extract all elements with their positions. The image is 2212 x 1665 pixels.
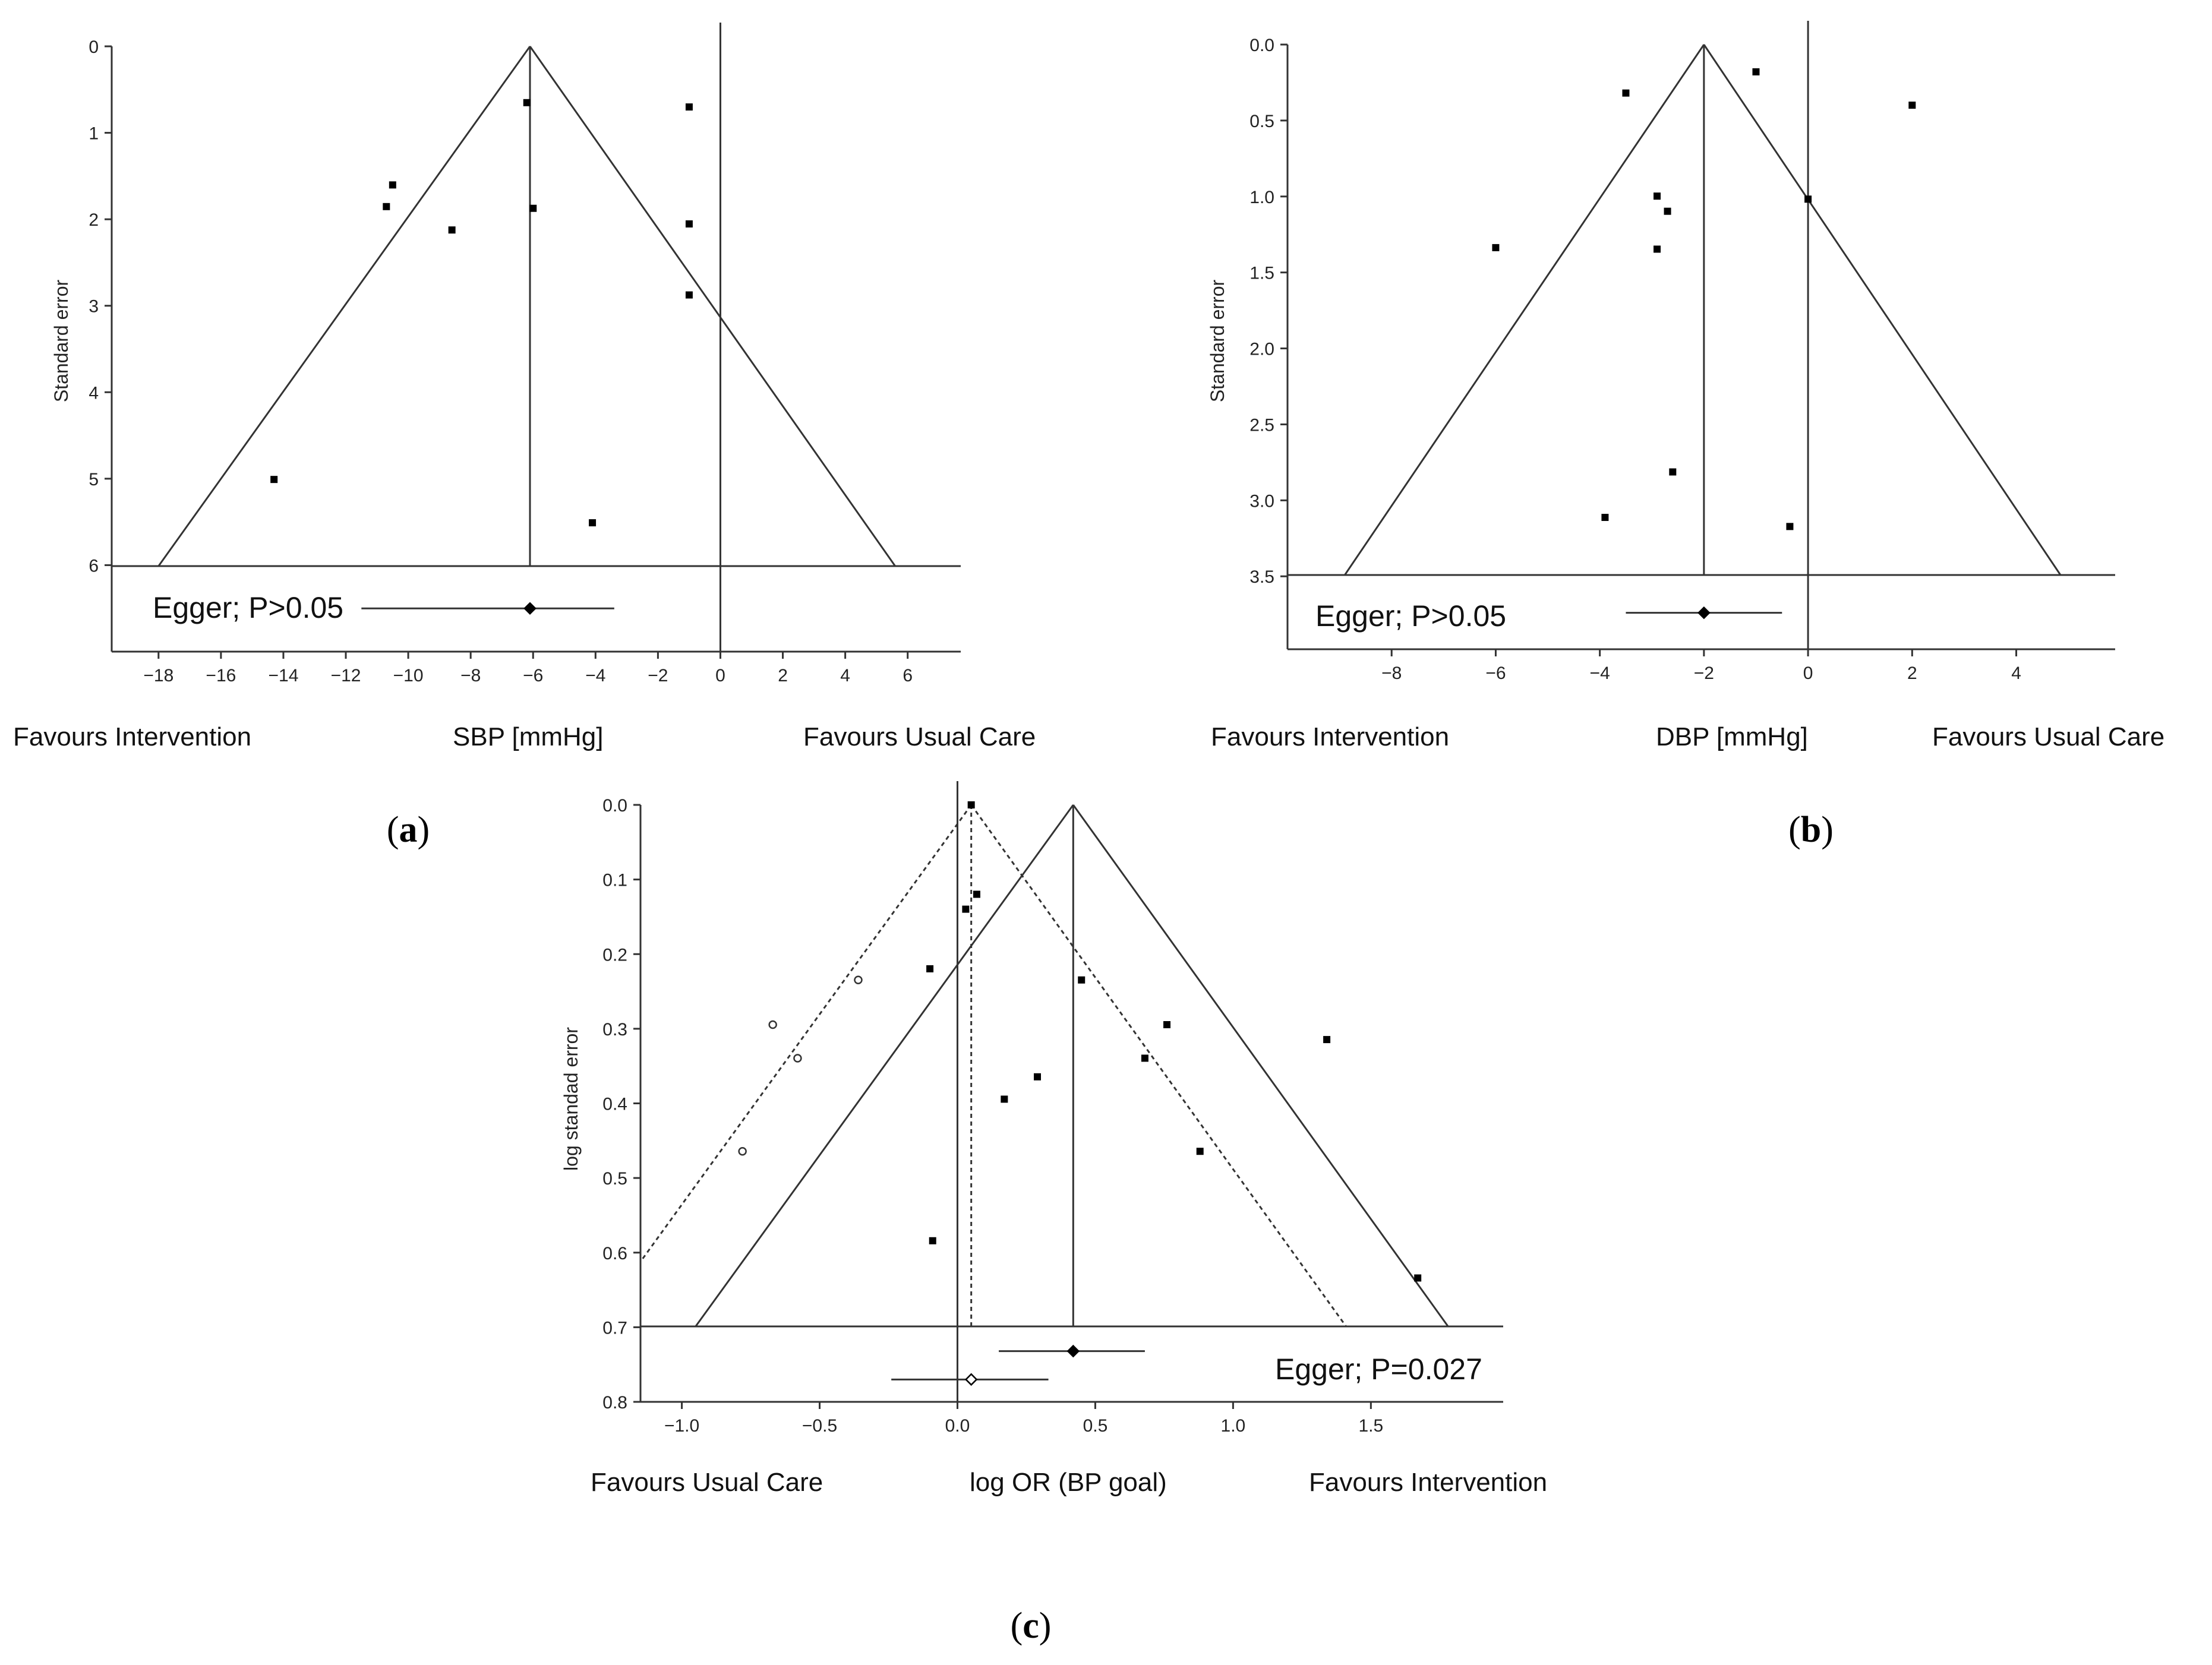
study-point bbox=[1654, 245, 1661, 252]
study-point bbox=[589, 519, 596, 526]
study-point bbox=[1908, 102, 1916, 109]
x-tick-label: 4 bbox=[840, 666, 850, 685]
y-tick-label: 0.4 bbox=[602, 1094, 627, 1114]
study-point bbox=[1163, 1021, 1170, 1028]
x-tick-label: −2 bbox=[648, 666, 668, 685]
study-point bbox=[529, 205, 537, 212]
study-point bbox=[389, 181, 396, 188]
x-axis-title: DBP [mmHg] bbox=[1656, 722, 1808, 751]
x-tick-label: −2 bbox=[1693, 664, 1714, 683]
study-point bbox=[962, 906, 969, 913]
y-tick-label: 0.0 bbox=[602, 796, 627, 816]
x-label-left: Favours Usual Care bbox=[591, 1468, 823, 1497]
x-tick-label: −8 bbox=[1381, 664, 1402, 683]
y-axis-label: log standad error bbox=[560, 1027, 582, 1171]
y-tick-label: 1 bbox=[89, 124, 99, 144]
study-point bbox=[1492, 244, 1499, 251]
study-point bbox=[686, 292, 693, 299]
imputed-study-point bbox=[854, 977, 862, 984]
y-tick-label: 0.5 bbox=[602, 1169, 627, 1189]
x-tick-label: 6 bbox=[903, 666, 913, 685]
y-axis-label: Standard error bbox=[51, 279, 72, 403]
study-point bbox=[1669, 469, 1676, 476]
x-tick-label: 1.0 bbox=[1220, 1416, 1246, 1436]
study-point bbox=[1034, 1073, 1041, 1080]
study-point bbox=[270, 476, 277, 483]
y-tick-label: 3.5 bbox=[1249, 567, 1274, 587]
x-label-right: Favours Intervention bbox=[1309, 1468, 1548, 1497]
study-point bbox=[449, 226, 456, 233]
x-tick-label: 0.5 bbox=[1083, 1416, 1108, 1436]
y-tick-label: 0 bbox=[89, 37, 99, 57]
y-tick-label: 5 bbox=[89, 469, 99, 489]
study-point bbox=[1323, 1036, 1330, 1043]
panel-label: (b) bbox=[1788, 810, 1834, 850]
study-point bbox=[1001, 1095, 1008, 1102]
x-axis-title: SBP [mmHg] bbox=[453, 722, 604, 751]
egger-test-label: Egger; P>0.05 bbox=[153, 591, 344, 624]
study-point bbox=[1197, 1148, 1204, 1155]
y-tick-label: 0.6 bbox=[602, 1243, 627, 1263]
study-point bbox=[1414, 1274, 1421, 1281]
study-point bbox=[383, 203, 390, 210]
imputed-study-point bbox=[794, 1054, 801, 1061]
y-tick-label: 0.1 bbox=[602, 870, 627, 890]
y-tick-label: 0.7 bbox=[602, 1318, 627, 1338]
study-point bbox=[1654, 192, 1661, 200]
x-label-left: Favours Intervention bbox=[1211, 722, 1450, 751]
x-tick-label: −16 bbox=[206, 666, 236, 685]
study-point bbox=[1664, 208, 1671, 215]
y-tick-label: 2 bbox=[89, 210, 99, 230]
study-point bbox=[1752, 68, 1759, 75]
y-tick-label: 3.0 bbox=[1249, 491, 1274, 511]
y-tick-label: 0.3 bbox=[602, 1019, 627, 1040]
y-tick-label: 2.5 bbox=[1249, 415, 1274, 435]
x-tick-label: 0 bbox=[715, 666, 725, 685]
x-tick-label: −8 bbox=[460, 666, 481, 685]
panel-label: (c) bbox=[1010, 1606, 1052, 1646]
panel-label: (a) bbox=[386, 810, 430, 850]
study-point bbox=[523, 99, 531, 106]
x-tick-label: −6 bbox=[1485, 664, 1506, 683]
y-tick-label: 1.0 bbox=[1249, 187, 1274, 207]
study-point bbox=[686, 220, 693, 228]
x-tick-label: 4 bbox=[2011, 664, 2021, 683]
x-tick-label: −6 bbox=[523, 666, 544, 685]
x-axis-title: log OR (BP goal) bbox=[970, 1468, 1167, 1497]
y-tick-label: 0.5 bbox=[1249, 111, 1274, 131]
imputed-study-point bbox=[769, 1021, 777, 1028]
y-tick-label: 6 bbox=[89, 556, 99, 576]
study-point bbox=[968, 801, 975, 808]
study-point bbox=[1141, 1054, 1148, 1061]
x-tick-label: −4 bbox=[1589, 664, 1610, 683]
y-tick-label: 0.0 bbox=[1249, 36, 1274, 55]
x-label-left: Favours Intervention bbox=[13, 722, 252, 751]
imputed-study-point bbox=[739, 1148, 746, 1155]
x-tick-label: 1.5 bbox=[1358, 1416, 1384, 1436]
x-tick-label: −1.0 bbox=[664, 1416, 700, 1436]
study-point bbox=[1601, 514, 1608, 521]
x-tick-label: −10 bbox=[393, 666, 424, 685]
study-point bbox=[1804, 195, 1812, 203]
x-label-right: Favours Usual Care bbox=[1932, 722, 2165, 751]
y-tick-label: 0.8 bbox=[602, 1393, 627, 1413]
y-tick-label: 3 bbox=[89, 296, 99, 317]
x-tick-label: 0.0 bbox=[945, 1416, 970, 1436]
x-tick-label: −18 bbox=[143, 666, 174, 685]
y-axis-label: Standard error bbox=[1207, 279, 1228, 403]
x-tick-label: −12 bbox=[330, 666, 361, 685]
egger-test-label: Egger; P>0.05 bbox=[1315, 599, 1507, 633]
x-tick-label: −0.5 bbox=[802, 1416, 838, 1436]
y-tick-label: 0.2 bbox=[602, 945, 627, 965]
study-point bbox=[1622, 90, 1629, 97]
x-tick-label: 2 bbox=[778, 666, 788, 685]
y-tick-label: 4 bbox=[89, 383, 99, 403]
study-point bbox=[686, 103, 693, 110]
study-point bbox=[973, 891, 980, 898]
y-tick-label: 2.0 bbox=[1249, 339, 1274, 359]
x-tick-label: −4 bbox=[585, 666, 606, 685]
x-tick-label: 2 bbox=[1907, 664, 1917, 683]
study-point bbox=[929, 1237, 936, 1244]
study-point bbox=[926, 965, 933, 972]
x-label-right: Favours Usual Care bbox=[803, 722, 1036, 751]
study-point bbox=[1786, 523, 1793, 530]
y-tick-label: 1.5 bbox=[1249, 263, 1274, 283]
x-tick-label: −14 bbox=[268, 666, 299, 685]
x-tick-label: 0 bbox=[1803, 664, 1813, 683]
egger-test-label: Egger; P=0.027 bbox=[1275, 1353, 1482, 1386]
study-point bbox=[1078, 977, 1085, 984]
